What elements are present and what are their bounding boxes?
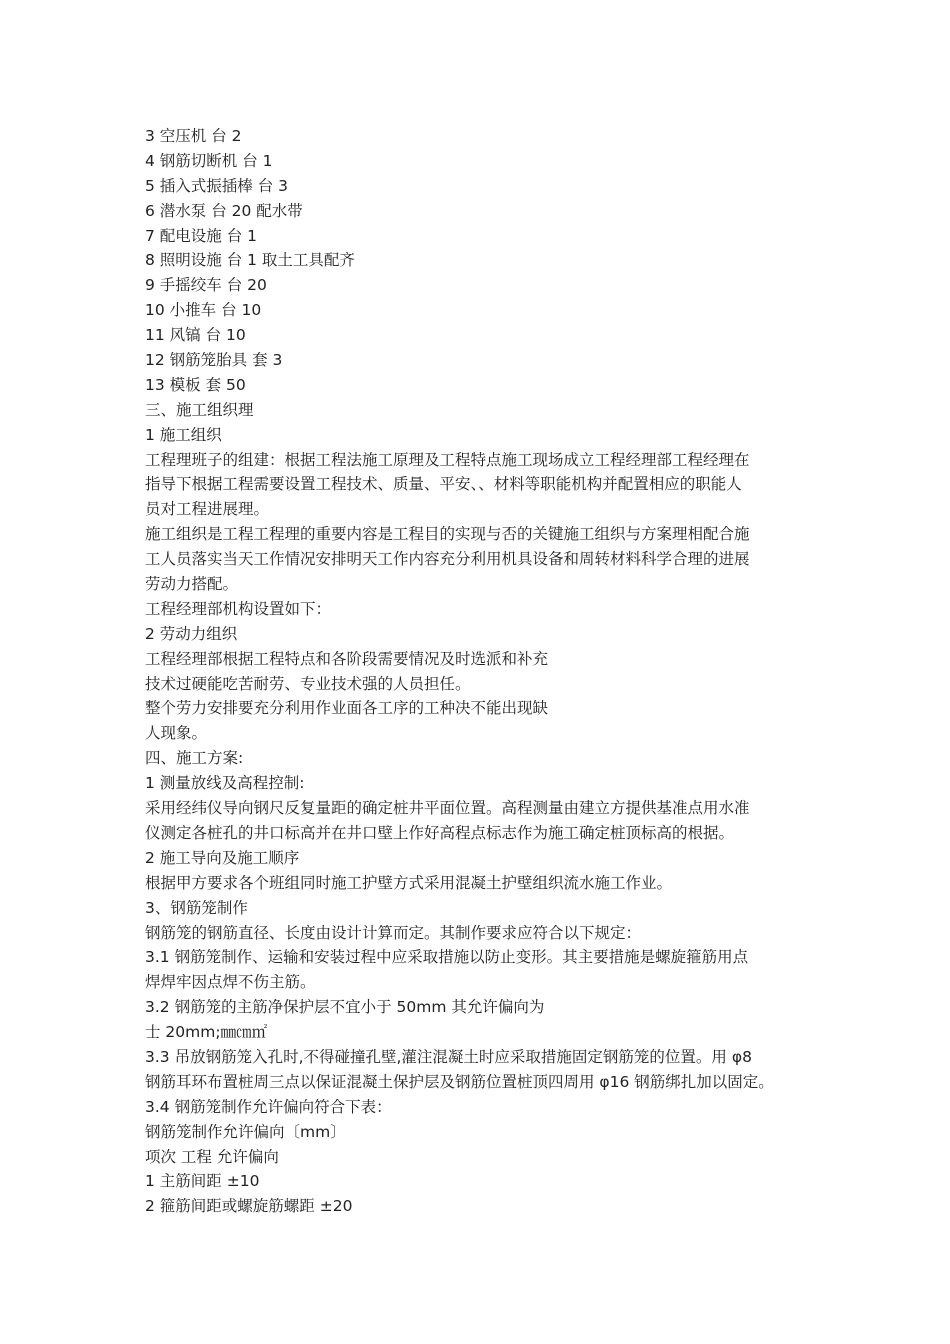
text-line: 3.3 吊放钢筋笼入孔时,不得碰撞孔壁,灌注混凝土时应采取措施固定钢筋笼的位置。用 φ8 (145, 1047, 752, 1066)
section-heading: 四、施工方案: (145, 749, 244, 768)
text-line: 工程经理部根据工程特点和各阶段需要情况及时选派和补充 (145, 649, 549, 668)
text-line: 4 钢筋切断机 台 1 (145, 151, 273, 170)
text-line: 12 钢筋笼胎具 套 3 (145, 351, 283, 370)
text-line: 员对工程进展理。 (145, 500, 270, 519)
text-line: 人现象。 (145, 724, 208, 743)
text-line: 3.1 钢筋笼制作、运输和安装过程中应采取措施以防止变形。其主要措施是螺旋箍筋用点 (145, 948, 749, 967)
subsection-heading: 2 劳动力组织 (145, 624, 238, 643)
table-caption: 钢筋笼制作允许偏向〔mm〕 (145, 1122, 346, 1141)
text-line: 技术过硬能吃苦耐劳、专业技术强的人员担任。 (145, 674, 471, 693)
text-line: 7 配电设施 台 1 (145, 226, 258, 245)
text-line: 3.2 钢筋笼的主筋净保护层不宜小于 50mm 其允许偏向为 (145, 998, 545, 1017)
text-line: 焊焊牢因点焊不伤主筋。 (145, 973, 316, 992)
text-line: 工程经理部机构设置如下： (145, 599, 332, 618)
text-line: 10 小推车 台 10 (145, 301, 262, 320)
table-header-row: 项次 工程 允许偏向 (145, 1147, 279, 1166)
table-row: 1 主筋间距 ±10 (145, 1172, 260, 1191)
text-line: 士 20mm;㎜㎝㎡ (145, 1023, 268, 1042)
text-line: 施工组织是工程工程理的重要内容是工程目的实现与否的关键施工组织与方案理相配合施 (145, 525, 750, 544)
text-line: 9 手摇绞车 台 20 (145, 276, 267, 295)
section-heading: 三、施工组织理 (145, 400, 254, 419)
text-line: 13 模板 套 50 (145, 375, 246, 394)
text-line: 采用经纬仪导向钢尺反复量距的确定桩井平面位置。高程测量由建立方提供基准点用水准 (145, 799, 750, 818)
subsection-heading: 1 测量放线及高程控制: (145, 774, 305, 793)
text-line: 根据甲方要求各个班组同时施工护壁方式采用混凝土护壁组织流水施工作业。 (145, 873, 673, 892)
subsection-heading: 3、钢筋笼制作 (145, 898, 248, 917)
text-line: 6 潜水泵 台 20 配水带 (145, 201, 303, 220)
text-line: 11 风镐 台 10 (145, 326, 246, 345)
text-line: 指导下根据工程需要设置工程技术、质量、平安、、材料等职能机构并配置相应的职能人 (145, 475, 742, 494)
text-line: 劳动力搭配。 (145, 575, 239, 594)
text-line: 钢筋耳环布置桩周三点以保证混凝土保护层及钢筋位置桩顶四周用 φ16 钢筋绑扎加以固定。 (145, 1072, 774, 1091)
document-body (145, 124, 825, 1219)
text-line: 钢筋笼的钢筋直径、长度由设计计算而定。其制作要求应符合以下规定： (145, 923, 642, 942)
text-line: 仪测定各桩孔的井口标高并在井口壁上作好高程点标志作为施工确定桩顶标高的根据。 (145, 823, 735, 842)
text-line: 3 空压机 台 2 (145, 127, 242, 145)
text-line: 3.4 钢筋笼制作允许偏向符合下表： (145, 1097, 392, 1116)
text-line: 5 插入式振插棒 台 3 (145, 176, 289, 195)
subsection-heading: 2 施工导向及施工顺序 (145, 848, 300, 867)
text-line: 8 照明设施 台 1 取土工具配齐 (145, 251, 355, 270)
text-line: 工程理班子的组建：根据工程法施工原理及工程特点施工现场成立工程经理部工程经理在 (145, 450, 750, 469)
text-line: 整个劳力安排要充分利用作业面各工序的工种决不能出现缺 (145, 699, 549, 718)
subsection-heading: 1 施工组织 (145, 425, 222, 444)
text-line: 工人员落实当天工作情况安排明天工作内容充分利用机具设备和周转材料科学合理的进展 (145, 550, 750, 569)
table-row: 2 箍筋间距或螺旋筋螺距 ±20 (145, 1197, 353, 1216)
